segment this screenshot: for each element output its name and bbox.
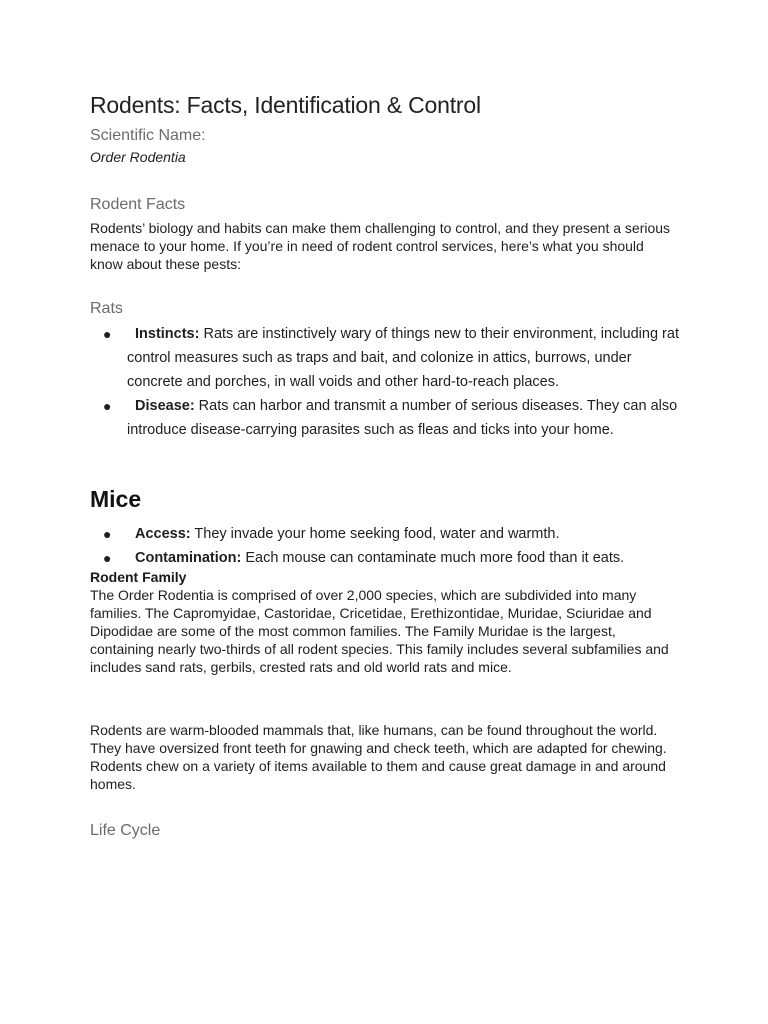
list-item xyxy=(90,546,690,570)
life-cycle-heading: Life Cycle xyxy=(90,822,161,839)
rodent-family-text: The Order Rodentia is comprised of over 2,000 species, which are subdivided into many families. The Capromyidae, Castoridae, Cricetidae, Erethizontidae, Muridae, Sciuridae and Dipodidae are some of the most common families. The Family Muridae is the largest, containing nearly two-thirds of all rodent species. This family includes several subfamilies and includes sand rats, gerbils, crested rats and old world rats and mice. xyxy=(90,587,669,675)
list-item xyxy=(90,322,690,394)
bullet-icon: ● xyxy=(103,550,112,566)
page-title: Rodents: Facts, Identification & Control xyxy=(90,92,481,118)
bullet-icon: ● xyxy=(103,398,112,414)
rodent-facts-intro: Rodents’ biology and habits can make them challenging to control, and they present a serious menace to your home. If you’re in need of rodent control services, here’s what you should know about these pests: xyxy=(90,220,671,272)
bullet-text: Each mouse can contaminate much more food than it eats. xyxy=(241,550,625,566)
bullet-lead: Access: xyxy=(135,526,191,542)
bullet-text: They invade your home seeking food, water and warmth. xyxy=(190,526,560,542)
bullet-lead: Contamination: xyxy=(135,550,242,566)
rats-bullet-list xyxy=(90,322,690,442)
rodent-facts-heading: Rodent Facts xyxy=(90,196,186,213)
bullet-text: Rats can harbor and transmit a number of serious diseases. They can also introduce disease-carrying parasites such as fleas and ticks into your home. xyxy=(127,398,678,438)
bullet-lead: Disease: xyxy=(135,398,195,414)
bullet-icon: ● xyxy=(103,526,112,542)
mice-heading: Mice xyxy=(90,486,142,512)
bullet-lead: Instincts: xyxy=(135,326,200,342)
bullet-text: Rats are instinctively wary of things new to their environment, including rat control measures such as traps and bait, and colonize in attics, burrows, under concrete and porches, in wall voids and other hard-to-reach places. xyxy=(127,326,679,390)
mice-bullet-list xyxy=(90,522,690,570)
rats-heading: Rats xyxy=(90,300,123,317)
list-item xyxy=(90,522,690,546)
scientific-name-value: Order Rodentia xyxy=(90,149,186,165)
list-item xyxy=(90,394,690,442)
rodent-family-heading: Rodent Family xyxy=(90,569,187,585)
bullet-icon: ● xyxy=(103,326,112,342)
rodents-overview-text: Rodents are warm-blooded mammals that, like humans, can be found throughout the world. They have oversized front teeth for gnawing and check teeth, which are adapted for chewing. Rodents chew on a variety of items available to them and cause great damage in and around homes. xyxy=(90,722,667,792)
scientific-name-label: Scientific Name: xyxy=(90,127,206,144)
